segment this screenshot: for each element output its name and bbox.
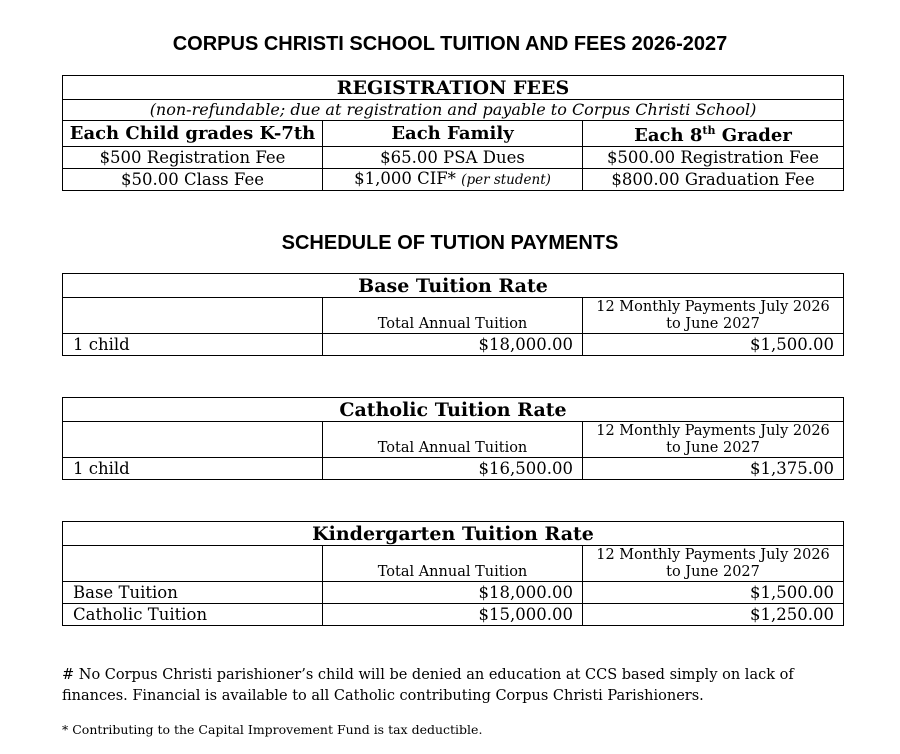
- table-heading: Catholic Tuition Rate: [63, 398, 844, 422]
- table-cell: $500.00 Registration Fee: [583, 147, 844, 169]
- monthly-line-2: to June 2027: [666, 440, 760, 456]
- total-value: $16,500.00: [323, 458, 583, 480]
- monthly-line-1: 12 Monthly Payments July 2026: [596, 547, 830, 563]
- registration-subheading: (non-refundable; due at registration and payable to Corpus Christi School): [63, 100, 844, 121]
- table-cell: [323, 169, 583, 191]
- col3-suffix: Grader: [715, 125, 792, 146]
- monthly-line-1: 12 Monthly Payments July 2026: [596, 423, 830, 439]
- column-header-monthly: [583, 546, 844, 582]
- kindergarten-tuition-table: [62, 521, 844, 626]
- column-header-each-family: Each Family: [323, 121, 583, 147]
- col3-superscript: th: [702, 124, 716, 137]
- column-header-total: Total Annual Tuition: [323, 546, 583, 582]
- column-header-monthly: [583, 298, 844, 334]
- page-title: CORPUS CHRISTI SCHOOL TUITION AND FEES 2026-2027: [172, 33, 728, 55]
- column-header-each-8th-grader: [583, 121, 844, 147]
- column-header-monthly: [583, 422, 844, 458]
- cif-fee: $1,000 CIF*: [354, 169, 456, 188]
- total-value: $18,000.00: [323, 582, 583, 604]
- table-cell: $50.00 Class Fee: [63, 169, 323, 191]
- table-heading: Kindergarten Tuition Rate: [63, 522, 844, 546]
- row-label: 1 child: [63, 334, 323, 356]
- monthly-value: $1,500.00: [583, 582, 844, 604]
- table-cell: $800.00 Graduation Fee: [583, 169, 844, 191]
- cif-footnote: * Contributing to the Capital Improvement Fund is tax deductible.: [62, 722, 483, 737]
- empty-header-cell: [63, 546, 323, 582]
- base-tuition-table: [62, 273, 844, 356]
- monthly-value: $1,250.00: [583, 604, 844, 626]
- table-cell: $500 Registration Fee: [63, 147, 323, 169]
- catholic-tuition-table: [62, 397, 844, 480]
- column-header-each-child: Each Child grades K-7th: [63, 121, 323, 147]
- row-label: 1 child: [63, 458, 323, 480]
- empty-header-cell: [63, 422, 323, 458]
- total-value: $18,000.00: [323, 334, 583, 356]
- registration-heading: REGISTRATION FEES: [63, 76, 844, 100]
- total-value: $15,000.00: [323, 604, 583, 626]
- column-header-total: Total Annual Tuition: [323, 422, 583, 458]
- row-label: Base Tuition: [63, 582, 323, 604]
- table-cell: $65.00 PSA Dues: [323, 147, 583, 169]
- monthly-value: $1,375.00: [583, 458, 844, 480]
- col3-prefix: Each 8: [634, 125, 703, 146]
- empty-header-cell: [63, 298, 323, 334]
- table-heading: Base Tuition Rate: [63, 274, 844, 298]
- monthly-line-1: 12 Monthly Payments July 2026: [596, 299, 830, 315]
- schedule-title: SCHEDULE OF TUTION PAYMENTS: [281, 232, 619, 254]
- cif-note: (per student): [461, 172, 551, 188]
- monthly-line-2: to June 2027: [666, 316, 760, 332]
- monthly-value: $1,500.00: [583, 334, 844, 356]
- monthly-line-2: to June 2027: [666, 564, 760, 580]
- financial-aid-note: # No Corpus Christi parishioner’s child will be denied an education at CCS based simply on lack of finances. Financial is available to all Catholic contributing Corpus Christi Parishioners.: [62, 667, 794, 704]
- column-header-total: Total Annual Tuition: [323, 298, 583, 334]
- registration-fees-table: [62, 75, 844, 191]
- row-label: Catholic Tuition: [63, 604, 323, 626]
